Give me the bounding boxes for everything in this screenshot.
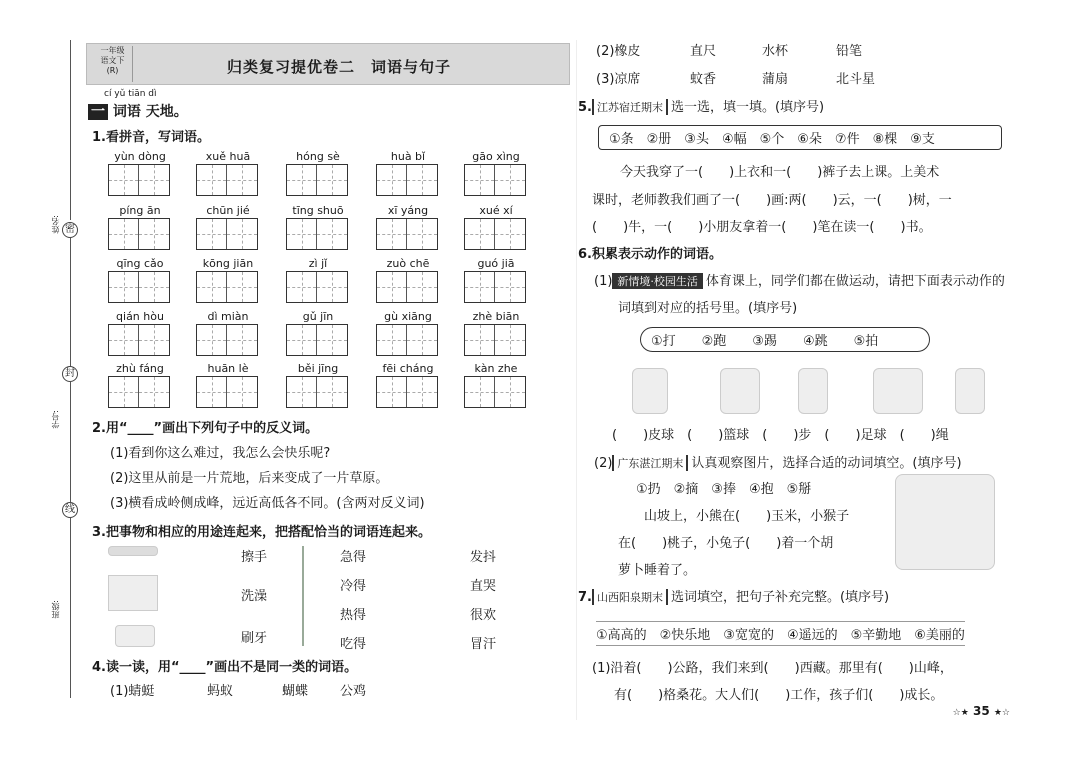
writing-grid[interactable] xyxy=(196,376,258,408)
class-label: 班级: xyxy=(51,600,60,619)
q3-result: 直哭 xyxy=(470,579,497,594)
grid-cell[interactable] xyxy=(227,272,257,302)
soap-image xyxy=(115,625,155,647)
grid-cell[interactable] xyxy=(109,165,139,195)
writing-grid[interactable] xyxy=(196,164,258,196)
pinyin-label: chūn jié xyxy=(206,204,250,217)
pinyin-label: huà bǐ xyxy=(390,150,426,163)
writing-grid[interactable] xyxy=(286,376,348,408)
grid-cell[interactable] xyxy=(317,377,347,407)
seal-feng: 封 xyxy=(62,366,78,382)
q5-title xyxy=(578,96,824,115)
q4-word: (1)蜻蜓 xyxy=(110,684,155,699)
q3-result: 很欢 xyxy=(470,608,497,623)
writing-grid[interactable] xyxy=(464,164,526,196)
writing-grid[interactable] xyxy=(286,164,348,196)
q6-p1-text: 体育课上，同学们都在做运动，请把下面表示动作的 xyxy=(705,274,1005,289)
q6-title: 6.积累表示动作的词语。 xyxy=(578,247,722,262)
pinyin-label: qián hòu xyxy=(116,310,164,323)
pinyin-label: xuě huā xyxy=(205,150,251,163)
grid-cell[interactable] xyxy=(139,325,169,355)
grid-cell[interactable] xyxy=(495,325,525,355)
grid-cell[interactable] xyxy=(465,377,495,407)
q6-p1-text2: 词填到对应的括号里。(填序号) xyxy=(618,301,798,316)
grid-cell[interactable] xyxy=(197,325,227,355)
q5-source-tag: 江苏宿迁期末 xyxy=(592,99,668,115)
writing-grid[interactable] xyxy=(286,271,348,303)
grid-cell[interactable] xyxy=(197,165,227,195)
q6-p2-line: 山坡上，小熊在( )玉米，小猴子 xyxy=(644,509,850,524)
grid-cell[interactable] xyxy=(407,272,437,302)
name-label: 姓名: xyxy=(51,215,60,234)
q3-use: 擦手 xyxy=(241,550,268,565)
writing-grid[interactable] xyxy=(196,218,258,250)
pinyin-label: zuò chē xyxy=(386,257,430,270)
q3-phrase: 急得 xyxy=(340,550,367,565)
writing-grid[interactable] xyxy=(464,218,526,250)
subject-text: 语文下 xyxy=(100,56,125,65)
pinyin-label: kōng jiān xyxy=(202,257,254,270)
q5-line: ( )牛，一( )小朋友拿着一( )笔在读一( )书。 xyxy=(592,220,932,235)
q6-p1-line xyxy=(594,270,1005,289)
q4-word: 蝴蝶 xyxy=(282,684,309,699)
q3-result: 冒汗 xyxy=(470,637,497,652)
grid-cell[interactable] xyxy=(109,272,139,302)
q6-p2-text: 认真观察图片，选择合适的动词填空。(填序号) xyxy=(691,456,962,471)
q5-line: 课时，老师教我们画了一( )画:两( )云，一( )树，一 xyxy=(592,193,952,208)
q7-title-text: 选词填空，把句子补充完整。(填序号) xyxy=(670,590,890,605)
grid-cell[interactable] xyxy=(495,219,525,249)
writing-grid[interactable] xyxy=(108,164,170,196)
pinyin-label: kàn zhe xyxy=(474,362,518,375)
seal-xian: 线 xyxy=(62,502,78,518)
q4-word: 蒲扇 xyxy=(762,72,789,87)
pinyin-label: zì jǐ xyxy=(308,257,328,270)
binding-line xyxy=(70,40,71,220)
writing-grid[interactable] xyxy=(108,324,170,356)
pinyin-label: zhè biān xyxy=(472,310,520,323)
q1-title: 1.看拼音，写词语。 xyxy=(92,130,210,145)
grid-cell[interactable] xyxy=(197,272,227,302)
writing-grid[interactable] xyxy=(376,324,438,356)
star-icon: ☆★ xyxy=(952,708,969,718)
q4-word: 北斗星 xyxy=(836,72,876,87)
pinyin-label: hóng sè xyxy=(296,150,340,163)
q7-word-bank: ①高高的 ②快乐地 ③宽宽的 ④遥远的 ⑤辛勤地 ⑥美丽的 xyxy=(596,621,965,646)
page-title: 归类复习提优卷二 词语与句子 xyxy=(227,58,452,76)
section-pinyin: cí yǔ tiān dì xyxy=(104,89,157,99)
pinyin-label: tīng shuō xyxy=(292,204,344,217)
pinyin-label: guó jiā xyxy=(477,257,515,270)
grid-cell[interactable] xyxy=(227,377,257,407)
grid-cell[interactable] xyxy=(139,165,169,195)
q6-p2-word-bank: ①扔 ②摘 ③捧 ④抱 ⑤掰 xyxy=(636,482,812,497)
child-football-image xyxy=(873,368,923,414)
pinyin-label: gù xiāng xyxy=(384,310,432,323)
q4-word: (2)橡皮 xyxy=(596,44,641,59)
q4-word: 蚊香 xyxy=(690,72,717,87)
binding-strip xyxy=(0,0,88,762)
grid-cell[interactable] xyxy=(407,377,437,407)
writing-grid[interactable] xyxy=(464,271,526,303)
grid-cell[interactable] xyxy=(377,377,407,407)
grid-cell[interactable] xyxy=(317,272,347,302)
grid-cell[interactable] xyxy=(495,165,525,195)
pinyin-label: gǔ jīn xyxy=(302,310,334,323)
writing-grid[interactable] xyxy=(464,324,526,356)
q7-number: 7. xyxy=(578,590,592,605)
pinyin-label: xué xí xyxy=(479,204,513,217)
q7-line: 有( )格桑花。大人们( )工作，孩子们( )成长。 xyxy=(614,688,944,703)
q4-word: 蚂蚁 xyxy=(207,684,234,699)
grid-cell[interactable] xyxy=(377,165,407,195)
q5-word-bank: ①条 ②册 ③头 ④幅 ⑤个 ⑥朵 ⑦件 ⑧棵 ⑨支 xyxy=(598,125,1002,150)
pinyin-label: huān lè xyxy=(207,362,249,375)
grid-cell[interactable] xyxy=(287,377,317,407)
pinyin-label: gāo xìng xyxy=(472,150,520,163)
grid-cell[interactable] xyxy=(465,272,495,302)
q5-line: 今天我穿了一( )上衣和一( )裤子去上课。上美术 xyxy=(620,165,940,180)
towel-image xyxy=(108,575,158,611)
q6-p1-blanks: ( )皮球 ( )篮球 ( )步 ( )足球 ( )绳 xyxy=(612,428,949,443)
q3-result: 发抖 xyxy=(470,550,497,565)
grid-cell[interactable] xyxy=(317,325,347,355)
writing-grid[interactable] xyxy=(286,324,348,356)
pinyin-label: fēi cháng xyxy=(382,362,434,375)
q2-item: (1)看到你这么难过，我怎么会快乐呢? xyxy=(110,446,331,461)
grid-cell[interactable] xyxy=(287,165,317,195)
edition-text: (R) xyxy=(106,66,119,75)
q6-p2-line: 在( )桃子，小兔子( )着一个胡 xyxy=(618,536,834,551)
q4-word: 水杯 xyxy=(762,44,789,59)
seal-mi: 密 xyxy=(62,222,78,238)
q6-p2-line xyxy=(594,452,962,471)
q3-use: 刷牙 xyxy=(241,631,268,646)
child-jumprope-image xyxy=(955,368,985,414)
grid-cell[interactable] xyxy=(317,165,347,195)
id-label: 学号: xyxy=(51,410,60,429)
q3-title: 3.把事物和相应的用途连起来，把搭配恰当的词语连起来。 xyxy=(92,525,431,540)
q4-word: (3)凉席 xyxy=(596,72,641,87)
writing-grid[interactable] xyxy=(286,218,348,250)
grid-cell[interactable] xyxy=(109,377,139,407)
section-title xyxy=(88,101,188,121)
writing-grid[interactable] xyxy=(108,271,170,303)
child-bouncing-ball-image xyxy=(632,368,668,414)
page-header xyxy=(86,43,570,85)
q5-title-text: 选一选，填一填。(填序号) xyxy=(670,100,825,115)
q4-title: 4.读一读，用“____”画出不是同一类的词语。 xyxy=(92,660,358,675)
grid-cell[interactable] xyxy=(317,219,347,249)
writing-grid[interactable] xyxy=(196,324,258,356)
grid-cell[interactable] xyxy=(407,219,437,249)
q7-source-tag: 山西阳泉期末 xyxy=(592,589,668,605)
q6-p1-tag: 新情境·校园生活 xyxy=(612,273,703,289)
section-number: 一 xyxy=(88,104,108,120)
q2-item: (2)这里从前是一片荒地，后来变成了一片草原。 xyxy=(110,471,389,486)
pinyin-label: yùn dòng xyxy=(114,150,166,163)
pinyin-label: píng ān xyxy=(119,204,161,217)
pinyin-label: běi jīng xyxy=(297,362,339,375)
section-title-text: 词语 天地。 xyxy=(112,104,188,120)
q3-use: 洗澡 xyxy=(241,589,268,604)
grid-cell[interactable] xyxy=(197,219,227,249)
q7-title xyxy=(578,586,889,605)
writing-grid[interactable] xyxy=(108,376,170,408)
grid-cell[interactable] xyxy=(287,325,317,355)
grid-cell[interactable] xyxy=(377,272,407,302)
q2-item: (3)横看成岭侧成峰，远近高低各不同。(含两对反义词) xyxy=(110,496,425,511)
page-number xyxy=(953,704,1010,718)
q6-p1-word-bank: ①打 ②跑 ③踢 ④跳 ⑤拍 xyxy=(640,327,930,352)
grade-badge xyxy=(93,46,133,82)
q7-line: (1)沿着( )公路，我们来到( )西藏。那里有( )山峰， xyxy=(592,661,953,676)
writing-grid[interactable] xyxy=(464,376,526,408)
binding-line xyxy=(70,518,71,698)
grid-cell[interactable] xyxy=(139,272,169,302)
grid-cell[interactable] xyxy=(287,272,317,302)
pinyin-label: dì miàn xyxy=(207,310,249,323)
grid-cell[interactable] xyxy=(465,219,495,249)
pinyin-label: xī yáng xyxy=(387,204,429,217)
grid-cell[interactable] xyxy=(407,325,437,355)
grid-cell[interactable] xyxy=(227,325,257,355)
grid-cell[interactable] xyxy=(227,165,257,195)
q3-phrase: 吃得 xyxy=(340,637,367,652)
grid-cell[interactable] xyxy=(495,272,525,302)
grid-cell[interactable] xyxy=(139,377,169,407)
child-basketball-image xyxy=(720,368,760,414)
writing-grid[interactable] xyxy=(376,271,438,303)
q5-number: 5. xyxy=(578,100,592,115)
writing-grid[interactable] xyxy=(108,218,170,250)
q4-word: 公鸡 xyxy=(340,684,367,699)
grid-cell[interactable] xyxy=(377,325,407,355)
grid-cell[interactable] xyxy=(197,377,227,407)
q6-p1-num: (1) xyxy=(594,274,613,289)
q6-p2-num: (2) xyxy=(594,456,613,471)
grid-cell[interactable] xyxy=(109,219,139,249)
grid-cell[interactable] xyxy=(465,165,495,195)
writing-grid[interactable] xyxy=(376,164,438,196)
q6-p2-line: 萝卜睡着了。 xyxy=(618,563,697,578)
grid-cell[interactable] xyxy=(139,219,169,249)
star-icon: ★☆ xyxy=(993,708,1010,718)
writing-grid[interactable] xyxy=(196,271,258,303)
grid-cell[interactable] xyxy=(109,325,139,355)
q3-phrase: 热得 xyxy=(340,608,367,623)
page-number-text: 35 xyxy=(972,704,990,718)
grid-cell[interactable] xyxy=(227,219,257,249)
page-divider xyxy=(576,40,577,720)
toothbrush-image xyxy=(108,546,158,556)
q4-word: 直尺 xyxy=(690,44,717,59)
q2-title: 2.用“____”画出下列句子中的反义词。 xyxy=(92,421,319,436)
binding-line xyxy=(70,382,71,502)
binding-line xyxy=(70,238,71,368)
pinyin-label: zhù fáng xyxy=(116,362,164,375)
grade-text: 一年级 xyxy=(100,46,125,55)
vine-decoration xyxy=(302,546,304,646)
writing-grid[interactable] xyxy=(376,218,438,250)
grid-cell[interactable] xyxy=(377,219,407,249)
grid-cell[interactable] xyxy=(465,325,495,355)
writing-grid[interactable] xyxy=(376,376,438,408)
child-running-image xyxy=(798,368,828,414)
q3-phrase: 冷得 xyxy=(340,579,367,594)
q6-p2-tag: 广东湛江期末 xyxy=(612,455,688,471)
animals-scene-image xyxy=(895,474,995,570)
pinyin-label: qīng cǎo xyxy=(116,257,164,270)
grid-cell[interactable] xyxy=(407,165,437,195)
q4-word: 铅笔 xyxy=(836,44,863,59)
grid-cell[interactable] xyxy=(287,219,317,249)
grid-cell[interactable] xyxy=(495,377,525,407)
